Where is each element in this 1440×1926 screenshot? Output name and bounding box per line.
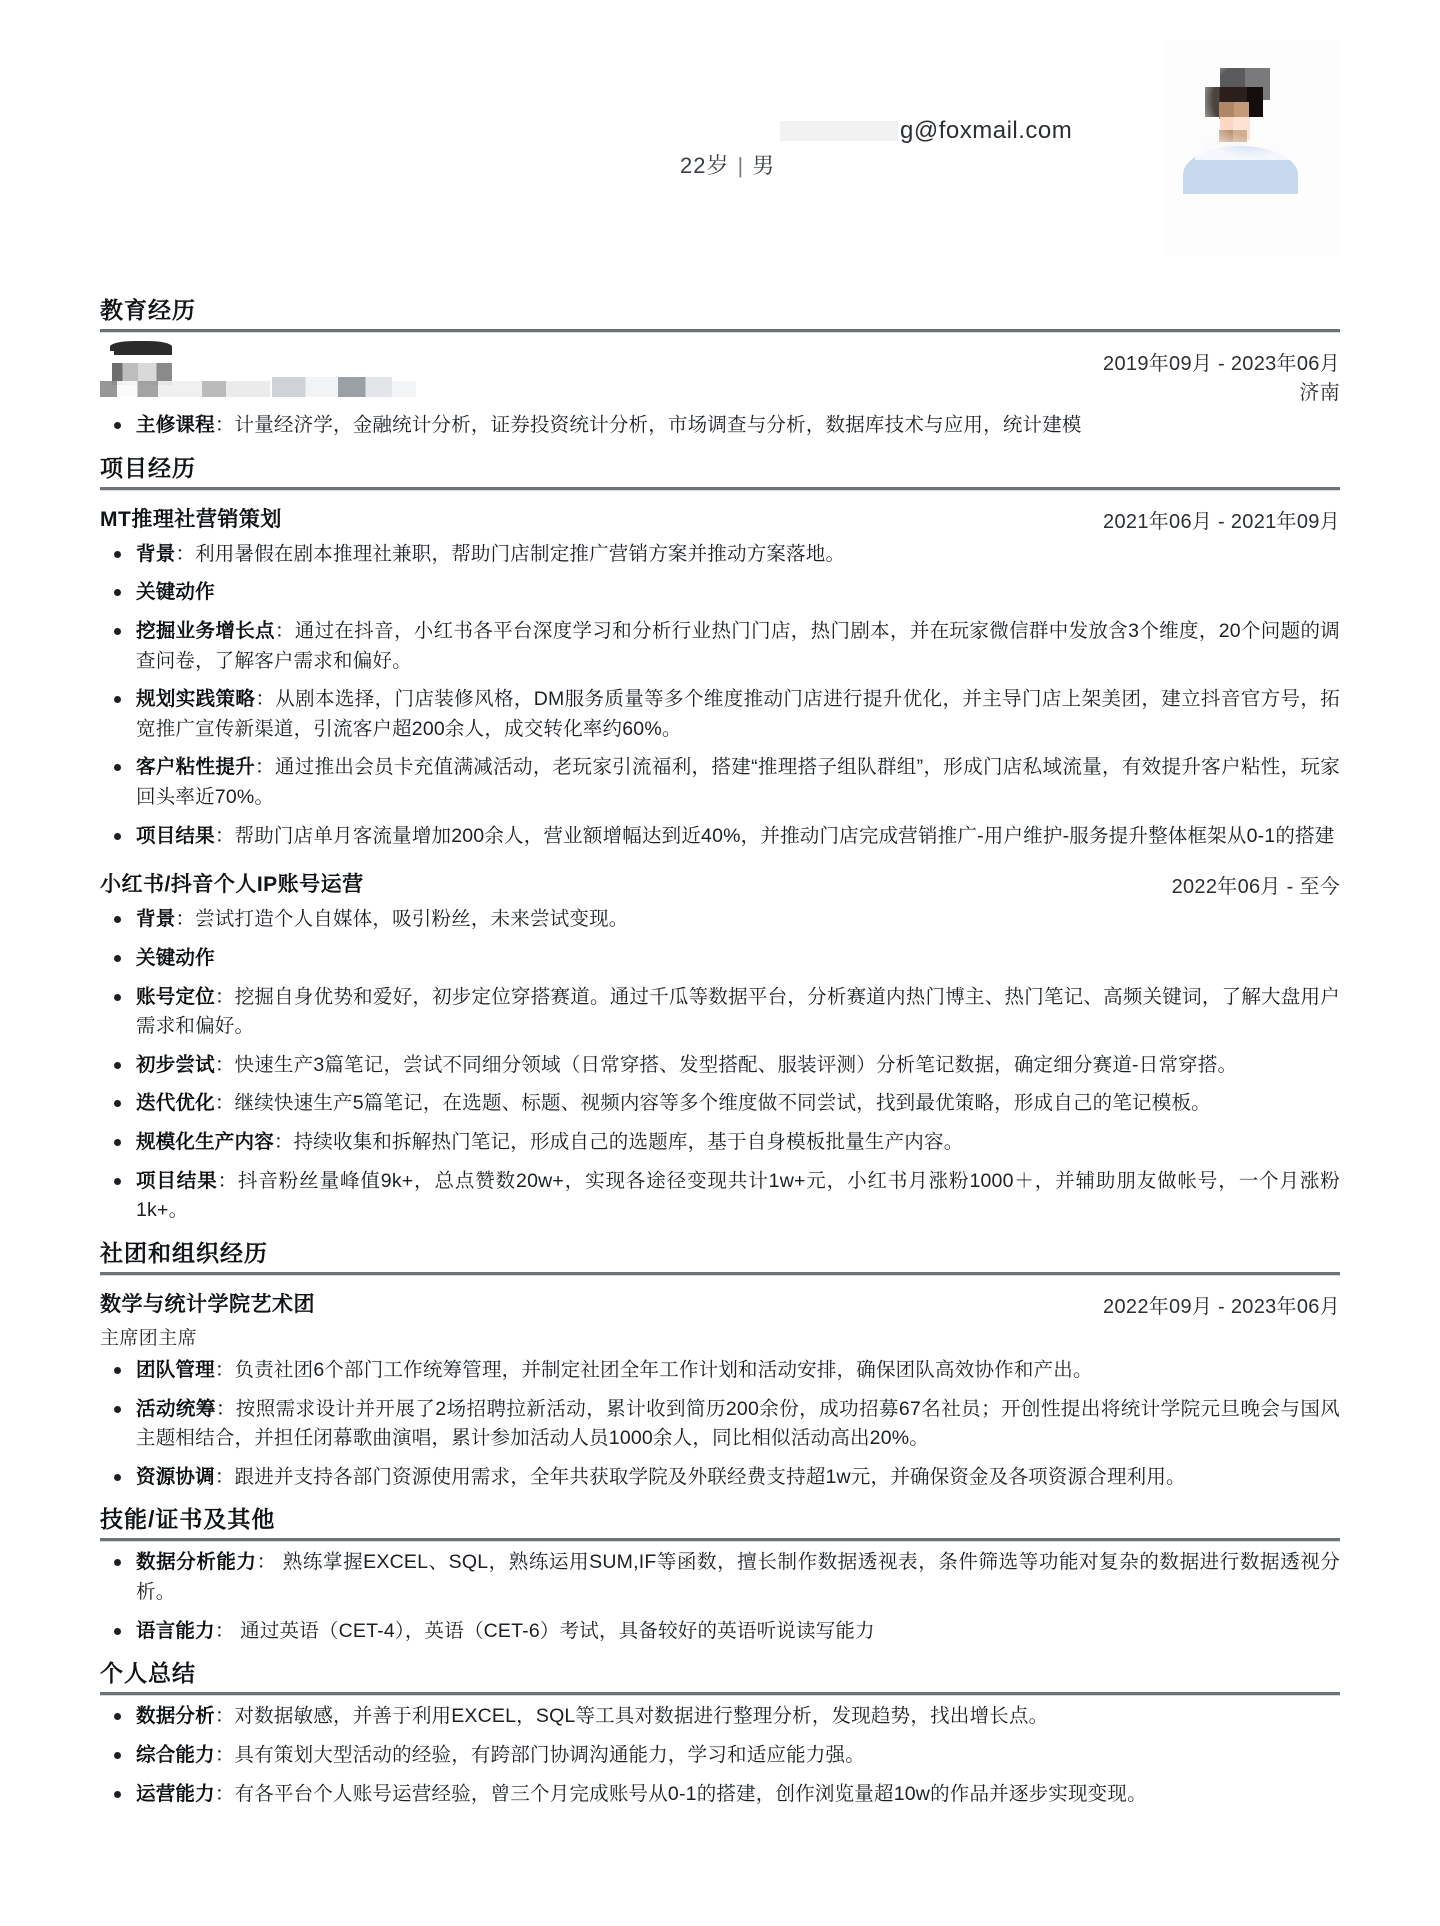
section-title-clubs: 社团和组织经历 [100,1239,268,1266]
list-item [100,1356,1340,1386]
club-bullets [100,1356,1340,1493]
school-redaction-block [100,381,270,397]
bullet-label: 综合能力 [136,1743,215,1766]
bullet-text: ：按照需求设计并开展了2场招聘拉新活动，累计收到简历200余份，成功招募67名社员；开创性提出将统计学院元旦晚会与国风主题相结合，并担任闭幕歌曲演唱，累计参加活动人员1000余人，同比相似活动高出20%。 [136,1397,1340,1450]
bullet-text: ：通过推出会员卡充值满减活动，老玩家引流福利，搭建“推理搭子组队群组”，形成门店私域流量，有效提升客户粘性，玩家回头率近70%。 [136,756,1340,808]
list-item [100,1780,1340,1810]
project-date: 2022年06月 - 至今 [1171,876,1340,899]
education-bullets [100,411,1340,441]
bullet-label: 关键动作 [136,581,215,604]
list-item [100,983,1340,1042]
gender-value: 男 [752,153,776,178]
club-entry [100,1280,1340,1493]
section-education [100,292,1340,441]
list-item [100,1167,1340,1226]
bullet-text: ：负责社团6个部门工作统筹管理，并制定社团全年工作计划和活动安排，确保团队高效协作和产出。 [214,1358,1093,1381]
club-role: 主席团主席 [100,1327,198,1349]
bullet-label: 项目结果 [136,824,215,847]
bullet-text: ：利用暑假在剧本推理社兼职，帮助门店制定推广营销方案并推动方案落地。 [175,542,846,565]
bullet-label: 数据分析 [136,1705,215,1728]
school-redaction-block [272,377,392,397]
project-entry [100,495,1340,852]
bullet-label: 活动统筹 [136,1397,216,1420]
bullet-text: ：从剧本选择，门店装修风格，DM服务质量等多个维度推动门店进行提升优化，并主导门店上架美团，建立抖音官方号，拓宽推广宣传新渠道，引流客户超200余人，成交转化率约60%。 [136,688,1341,740]
list-item [100,1395,1340,1454]
bullet-text: ：抖音粉丝量峰值9k+，总点赞数20w+，实现各途径变现共计1w+元，小红书月涨粉1000＋，并辅助朋友做帐号，一个月涨粉1k+。 [136,1169,1340,1222]
bullet-text: ： 通过英语（CET-4），英语（CET-6）考试，具备较好的英语听说读写能力 [214,1619,875,1642]
list-item [100,411,1340,441]
bullet-label: 初步尝试 [136,1053,215,1076]
section-title-skills: 技能/证书及其他 [100,1506,276,1533]
education-date: 2019年09月 - 2023年06月 [1103,353,1340,375]
section-divider [100,1692,1340,1696]
project-bullets [100,905,1340,1226]
bullet-text: ：跟进并支持各部门资源使用需求，全年共获取学院及外联经费支持超1w元，并确保资金及各项资源合理利用。 [214,1465,1186,1488]
bullet-label: 迭代优化 [136,1092,215,1115]
list-item [100,1051,1340,1081]
skills-bullets [100,1548,1340,1646]
list-item [100,617,1340,676]
section-divider [100,1538,1340,1542]
meta-separator: | [737,153,745,178]
bullet-label: 语言能力 [136,1619,215,1642]
bullet-label: 客户粘性提升 [136,756,256,779]
section-projects [100,450,1340,1226]
bullet-label: 背景 [136,908,176,931]
list-item [100,1089,1340,1119]
project-bullets [100,540,1340,852]
bullet-text: ：有各平台个人账号运营经验，曾三个月完成账号从0-1的搭建，创作浏览量超10w的作品并逐步实现变现。 [214,1782,1147,1805]
education-entry [100,337,1340,441]
summary-bullets [100,1702,1340,1809]
personal-meta [680,149,775,180]
section-title-education: 教育经历 [100,297,196,323]
bullet-label: 数据分析能力 [136,1551,257,1574]
bullet-text: ：具有策划大型活动的经验，有跨部门协调沟通能力，学习和适应能力强。 [214,1743,865,1766]
profile-photo [1165,40,1340,255]
list-item [100,578,1340,608]
email-text [780,117,1072,145]
bullet-text: ：计量经济学，金融统计分析，证券投资统计分析，市场调查与分析，数据库技术与应用，统计建模 [214,414,1082,436]
education-location: 济南 [1299,382,1340,404]
list-item [100,822,1340,852]
bullet-text: ：挖掘自身优势和爱好，初步定位穿搭赛道。通过千瓜等数据平台，分析赛道内热门博主、热门笔记、高频关键词，了解大盘用户需求和偏好。 [136,985,1340,1038]
list-item [100,1548,1340,1607]
email-value: g@foxmail.com [900,117,1073,144]
photo-pixel-glow [1195,50,1305,160]
bullet-label: 账号定位 [136,985,215,1008]
school-redaction-block [110,341,172,355]
bullet-label: 关键动作 [136,946,215,969]
bullet-label: 背景 [136,542,176,565]
bullet-label: 规划实践策略 [136,688,256,711]
section-divider [100,329,1340,333]
bullet-text: ：对数据敏感，并善于利用EXCEL，SQL等工具对数据进行整理分析，发现趋势，找出增长点。 [214,1705,1049,1728]
bullet-text: ：通过在抖音，小红书各平台深度学习和分析行业热门门店，热门剧本，并在玩家微信群中发放含3个维度，20个问题的调查问卷，了解客户需求和偏好。 [136,619,1340,672]
bullet-text: ：帮助门店单月客流量增加200余人，营业额增幅达到近40%，并推动门店完成营销推广-用户维护-服务提升整体框架从0-1的搭建 [214,824,1335,847]
list-item [100,685,1340,744]
list-item [100,905,1340,935]
bullet-label: 运营能力 [136,1782,215,1805]
bullet-text: ： 熟练掌握EXCEL、SQL，熟练运用SUM,IF等函数，擅长制作数据透视表，条件筛选等功能对复杂的数据进行数据透视分析。 [136,1551,1341,1603]
bullet-text: ：继续快速生产5篇笔记，在选题、标题、视频内容等多个维度做不同尝试，找到最优策略，形成自己的笔记模板。 [214,1092,1211,1115]
bullet-text: ：快速生产3篇笔记，尝试不同细分领域（日常穿搭、发型搭配、服装评测）分析笔记数据，确定细分赛道-日常穿搭。 [214,1053,1238,1076]
list-item [100,753,1340,812]
project-name: 小红书/抖音个人IP账号运营 [100,873,364,897]
bullet-label: 项目结果 [136,1169,218,1192]
school-name-redacted [100,341,530,393]
section-skills [100,1501,1340,1646]
section-divider [100,487,1340,491]
section-title-projects: 项目经历 [100,454,196,481]
email-redaction [780,121,898,141]
project-name: MT推理社营销策划 [100,507,282,531]
list-item [100,1741,1340,1771]
project-date: 2021年06月 - 2021年09月 [1103,510,1340,533]
list-item [100,944,1340,974]
age-value: 22岁 [680,153,730,178]
list-item [100,1617,1340,1647]
section-title-summary: 个人总结 [100,1660,196,1687]
list-item [100,1463,1340,1493]
section-summary [100,1655,1340,1809]
section-divider [100,1272,1340,1276]
bullet-text: ：持续收集和拆解热门笔记，形成自己的选题库，基于自身模板批量生产内容。 [273,1131,964,1153]
bullet-label: 团队管理 [136,1358,215,1381]
bullet-text: ：尝试打造个人自媒体，吸引粉丝，未来尝试变现。 [175,908,629,931]
bullet-label: 规模化生产内容 [136,1131,274,1153]
club-name: 数学与统计学院艺术团 [100,1292,315,1316]
bullet-label: 资源协调 [136,1465,215,1488]
resume-header [100,0,1340,290]
project-entry [100,860,1340,1226]
list-item [100,1128,1340,1158]
school-redaction-block [392,381,416,397]
bullet-label: 主修课程 [136,414,215,436]
section-clubs [100,1235,1340,1493]
bullet-label: 挖掘业务增长点 [136,619,275,642]
list-item [100,540,1340,570]
list-item [100,1702,1340,1732]
club-date: 2022年09月 - 2023年06月 [1103,1295,1340,1318]
